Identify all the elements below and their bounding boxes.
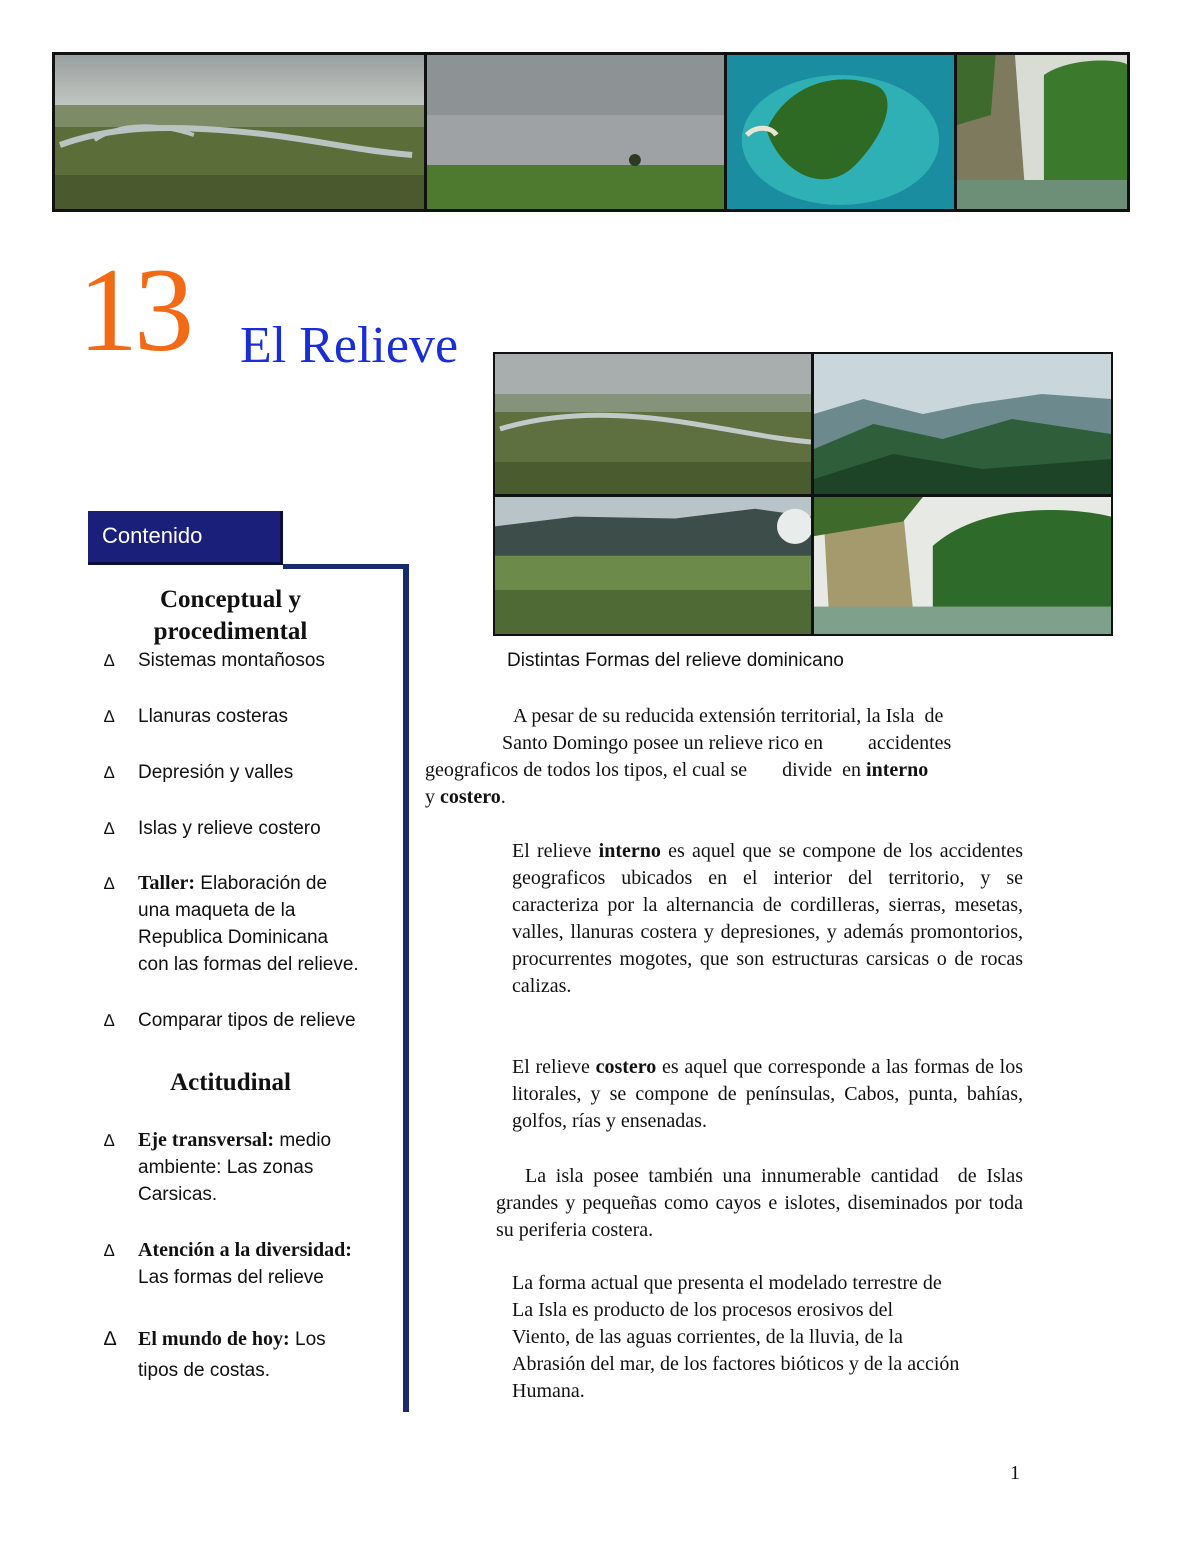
section-heading-conceptual: Conceptual y procedimental bbox=[153, 586, 308, 645]
delta-bullet-icon: ∆ bbox=[104, 1131, 115, 1150]
photo-grid-caption: Distintas Formas del relieve dominicano bbox=[507, 650, 844, 671]
paragraph-modelado: La forma actual que presenta el modelado terrestre de La Isla es producto de los procesos erosivos del Viento, de las aguas corrientes, de la lluvia, de la Abrasión del mar, de los factores bióticos y de la acción Humana. bbox=[512, 1272, 960, 1402]
chapter-number: 13 bbox=[78, 243, 190, 376]
grid-photo-coastal-cliffs bbox=[814, 497, 1111, 634]
grid-photo-valley bbox=[495, 497, 811, 634]
delta-bullet-icon: ∆ bbox=[104, 651, 115, 670]
paragraph-relieve-interno: El relieve interno es aquel que se compone de los accidentes geograficos ubicados en el interior del territorio, y se caracteriza por la alternancia de cordilleras, sierras, mesetas, valles, llanuras costera y depresiones, y además promontorios, procurrentes mogotes, que son estructuras carsicas o de rocas calizas. bbox=[512, 840, 1023, 997]
banner-photo-river-plain bbox=[55, 55, 427, 209]
chapter-title: El Relieve bbox=[240, 317, 459, 374]
delta-bullet-icon: ∆ bbox=[104, 874, 115, 893]
grid-photo-river-plain bbox=[495, 354, 811, 494]
sidebar-top-border bbox=[283, 564, 409, 569]
delta-bullet-icon: ∆ bbox=[104, 707, 115, 726]
relief-photo-grid bbox=[493, 352, 1113, 636]
sidebar-right-border bbox=[403, 564, 409, 1412]
page-number: 1 bbox=[1010, 1462, 1020, 1484]
banner-photo-coastal-cliffs bbox=[957, 55, 1127, 209]
contenido-tab: Contenido bbox=[88, 511, 283, 565]
delta-bullet-icon: ∆ bbox=[104, 1011, 115, 1030]
paragraph-islas: La isla posee también una innumerable cantidad de Islas grandes y pequeñas como cayos e islotes, diseminados por toda su periferia costera. bbox=[496, 1165, 1028, 1241]
delta-bullet-icon: ∆ bbox=[104, 1328, 117, 1350]
paragraph-intro: A pesar de su reducida extensión territorial, la Isla de Santo Domingo posee un relieve rico en accidentes geograficos de todos los tipos, el cual se divide en interno y costero. bbox=[425, 705, 952, 808]
section-heading-actitudinal: Actitudinal bbox=[170, 1069, 291, 1096]
banner-photo-grassland bbox=[427, 55, 727, 209]
banner-photo-island bbox=[727, 55, 957, 209]
grid-photo-mountains bbox=[814, 354, 1111, 494]
delta-bullet-icon: ∆ bbox=[104, 1241, 115, 1260]
delta-bullet-icon: ∆ bbox=[104, 763, 115, 782]
paragraph-relieve-costero: El relieve costero es aquel que corresponde a las formas de los litorales, y se compone de penínsulas, Cabos, punta, bahías, golfos, rías y ensenadas. bbox=[512, 1056, 1023, 1132]
delta-bullet-icon: ∆ bbox=[104, 819, 115, 838]
top-photo-banner bbox=[52, 52, 1130, 212]
